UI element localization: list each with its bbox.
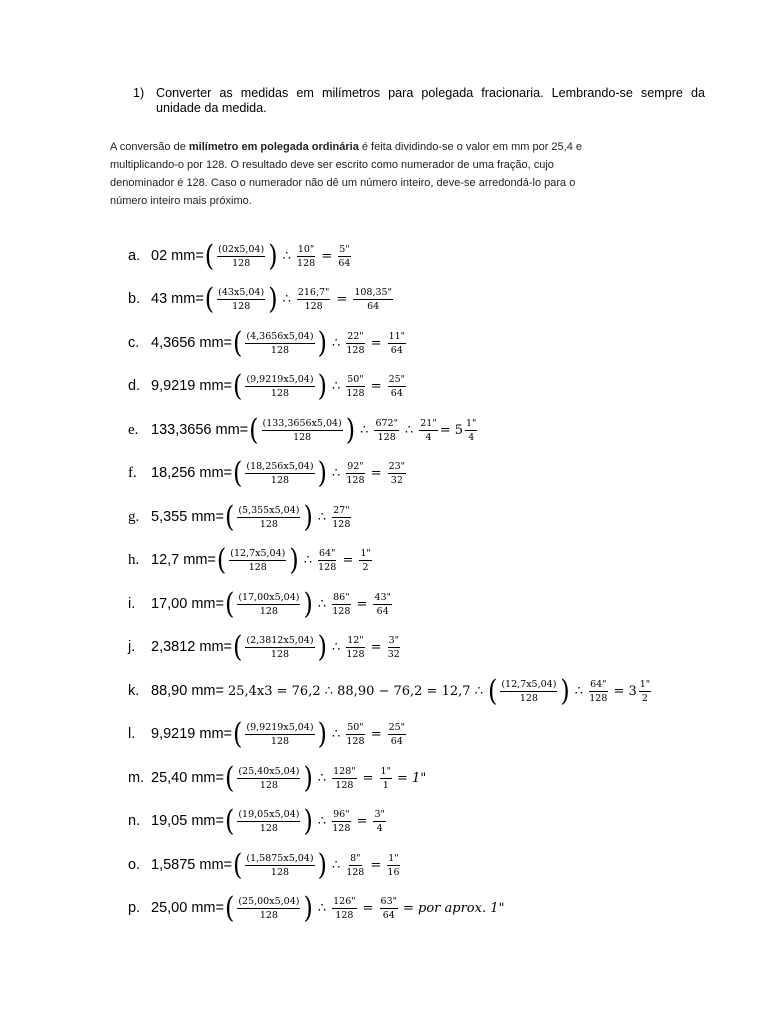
fraction-128-numerator: 64": [590, 678, 607, 690]
fraction-128: [332, 766, 357, 791]
close-paren: ): [303, 500, 313, 534]
therefore-symbol: ∴: [317, 813, 327, 829]
product-fraction-numerator: (25,40x5,04): [238, 765, 300, 777]
item-value: 17,00 mm=: [151, 596, 224, 612]
exercise-item: [128, 888, 504, 928]
therefore-symbol: ∴: [331, 465, 341, 481]
simplified-fraction-numerator: 25": [388, 721, 406, 733]
simplified-fraction: [380, 766, 392, 791]
equals-sign: =: [356, 813, 368, 829]
equals-sign: =: [342, 552, 354, 568]
fraction-128-numerator: 10": [297, 243, 315, 255]
close-paren: ): [317, 369, 327, 403]
fraction-128-numerator: 86": [333, 591, 350, 603]
product-fraction: [262, 418, 343, 443]
result-tail: = por aprox. 1": [403, 900, 505, 916]
product-fraction-numerator: (9,9219x5,04): [246, 373, 314, 385]
fraction-128-numerator: 27": [333, 504, 350, 516]
fraction-128-denominator: 128: [335, 779, 354, 791]
open-paren: (: [233, 369, 243, 403]
fraction-128: [346, 331, 364, 356]
simplified-fraction-numerator: 108,35": [354, 286, 392, 298]
exercise-item: [128, 714, 408, 754]
equals-sign: =: [362, 900, 374, 916]
item-value: 9,9219 mm=: [151, 726, 233, 742]
simplified-fraction-denominator: 64: [390, 387, 403, 399]
equals-sign: =: [370, 726, 382, 742]
close-paren: ): [317, 456, 327, 490]
simplified-fraction-numerator: 3": [374, 808, 385, 820]
item-label: b.: [128, 291, 141, 307]
fraction-128: [346, 635, 364, 660]
fraction-128-denominator: 128: [589, 692, 608, 704]
therefore-symbol: ∴: [331, 639, 341, 655]
item-label: c.: [128, 335, 140, 351]
therefore-symbol: ∴: [317, 900, 327, 916]
item-formula: [224, 761, 427, 795]
exercise-item: [128, 671, 653, 711]
simplified-fraction-numerator: 1": [380, 765, 391, 777]
product-fraction: [245, 331, 314, 356]
exercise-item: [128, 758, 426, 798]
exercise-item: [128, 627, 402, 667]
product-fraction: [217, 244, 265, 269]
product-fraction: [245, 635, 314, 660]
open-paren: (: [233, 456, 243, 490]
item-formula: [216, 543, 374, 577]
product-fraction-numerator: (17,00x5,04): [238, 591, 300, 603]
therefore-symbol: ∴: [303, 552, 312, 568]
equals-sign: =: [370, 857, 382, 873]
product-fraction-denominator: 128: [270, 344, 290, 356]
close-paren: ): [317, 326, 327, 360]
product-fraction-denominator: 128: [259, 909, 278, 921]
fraction-128-numerator: 96": [333, 808, 350, 820]
item-label: e.: [128, 421, 139, 438]
open-paren: (: [224, 761, 235, 795]
simplified-fraction-denominator: 64: [382, 909, 395, 921]
item-label: p.: [128, 900, 141, 916]
simplified-fraction-numerator: 23": [388, 460, 406, 472]
item-label: h.: [128, 551, 140, 568]
product-fraction: [245, 722, 314, 747]
item-value: 1,5875 mm=: [151, 857, 233, 873]
product-fraction: [237, 896, 300, 921]
fraction-128-denominator: 128: [346, 866, 365, 878]
therefore-symbol: ∴: [331, 726, 341, 742]
item-formula: [232, 326, 408, 360]
item-formula: [232, 456, 408, 490]
item-label: d.: [128, 378, 141, 394]
item-formula: [224, 674, 653, 708]
result-tail: = 1": [396, 770, 427, 786]
fraction-128: [318, 548, 336, 573]
simplified-fraction-numerator: 3": [388, 634, 400, 646]
fraction-128-numerator: 128": [333, 765, 356, 777]
item-formula: [224, 804, 388, 838]
product-fraction: [245, 853, 314, 878]
item-value: 133,3656 mm=: [151, 422, 249, 438]
item-value: 4,3656 mm=: [151, 335, 233, 351]
simplified-fraction: [388, 331, 406, 356]
close-paren: ): [303, 804, 313, 838]
note-text-2: é feita dividindo-se o valor em mm por 25,4 e multiplicando-o por 128. O resultado deve ser escrito como numerador de uma fração, cujo denominador é 128. Caso o numerador não dê um número inteiro, deve-se arredondá-lo para o número inteiro mais próximo.: [110, 141, 582, 207]
item-label: n.: [128, 813, 141, 829]
mixed-fraction-denominator: 4: [468, 431, 475, 443]
fraction-128-numerator: 50": [347, 373, 364, 385]
fraction-128: [332, 505, 350, 530]
simplified-fraction: [388, 461, 406, 486]
product-fraction: [245, 374, 314, 399]
exercise-item: [128, 410, 479, 450]
fraction-128: [346, 374, 364, 399]
product-fraction-denominator: 128: [259, 605, 278, 617]
open-paren: (: [204, 282, 215, 316]
equals-sign: =: [321, 248, 333, 264]
therefore-symbol: ∴: [317, 596, 327, 612]
item-label: l.: [128, 726, 136, 742]
fraction-128: [297, 287, 331, 312]
close-paren: ): [268, 282, 278, 316]
exercise-item: [128, 801, 388, 841]
simplified-fraction-numerator: 5": [339, 243, 350, 255]
simplified-fraction: [373, 592, 391, 617]
simplified-fraction: [353, 287, 393, 312]
product-fraction-denominator: 128: [248, 561, 267, 573]
product-fraction: [237, 766, 300, 791]
product-fraction: [237, 505, 300, 530]
simplified-fraction-denominator: 32: [390, 474, 403, 486]
fraction-128-denominator: 128: [346, 474, 365, 486]
simplified-fraction-numerator: 25": [388, 373, 406, 385]
equals-sign: =: [370, 465, 382, 481]
mixed-whole: 3: [628, 683, 637, 699]
fraction-128-numerator: 64": [318, 547, 336, 559]
item-value: 88,90 mm=: [151, 683, 224, 699]
fraction-128-denominator: 128: [318, 561, 337, 573]
fraction-128-denominator: 128: [335, 909, 354, 921]
fraction-128: [346, 461, 364, 486]
product-fraction-numerator: (25,00x5,04): [238, 895, 300, 907]
item-formula: [232, 717, 408, 751]
product-fraction-denominator: 128: [270, 474, 290, 486]
fraction-128-numerator: 216,7": [297, 286, 330, 298]
therefore-symbol: ∴: [331, 857, 341, 873]
open-paren: (: [216, 543, 227, 577]
equals-sign: =: [370, 639, 382, 655]
close-paren: ): [303, 891, 313, 925]
fraction-128-numerator: 126": [333, 895, 356, 907]
item-formula: [204, 239, 353, 273]
simplified-fraction-denominator: 2: [362, 561, 369, 573]
open-paren: (: [233, 717, 243, 751]
exercise-item: [128, 584, 394, 624]
product-fraction: [237, 592, 300, 617]
simplified-fraction-numerator: 63": [380, 895, 397, 907]
product-fraction-numerator: (12,7x5,04): [230, 547, 286, 559]
product-fraction-denominator: 128: [270, 866, 290, 878]
simplified-fraction: [380, 896, 398, 921]
simplified-fraction-denominator: 4: [425, 431, 432, 443]
simplified-fraction-denominator: 64: [390, 735, 403, 747]
item-formula: [232, 848, 402, 882]
exercise-item: [128, 540, 374, 580]
fraction-128: [589, 679, 607, 704]
product-fraction: [217, 287, 265, 312]
fraction-128-denominator: 128: [304, 300, 323, 312]
simplified-fraction: [419, 418, 437, 443]
item-formula: [224, 500, 353, 534]
fraction-128-denominator: 128: [297, 257, 316, 269]
fraction-128-denominator: 128: [346, 648, 365, 660]
open-paren: (: [224, 891, 235, 925]
item-value: 9,9219 mm=: [151, 378, 233, 394]
product-fraction: [245, 461, 314, 486]
fraction-128-denominator: 128: [346, 344, 365, 356]
item-formula: [204, 282, 395, 316]
product-fraction-denominator: 128: [232, 300, 251, 312]
mixed-fraction: [465, 418, 477, 443]
simplified-fraction-denominator: 16: [387, 866, 400, 878]
note-bold: milímetro em polegada ordinária: [188, 141, 359, 153]
close-paren: ): [345, 413, 356, 447]
therefore-symbol: ∴: [331, 378, 341, 394]
simplified-fraction: [387, 853, 399, 878]
exercise-item: [128, 236, 353, 276]
therefore-symbol: ∴: [360, 422, 369, 438]
fraction-128: [346, 722, 364, 747]
simplified-fraction-denominator: 64: [338, 257, 351, 269]
open-paren: (: [487, 674, 498, 708]
product-fraction-numerator: (2,3812x5,04): [246, 634, 314, 646]
fraction-128-numerator: 672": [375, 417, 398, 429]
question-number: 1): [133, 86, 145, 100]
item-label: i.: [128, 596, 136, 612]
fraction-128-numerator: 92": [347, 460, 364, 472]
simplified-fraction-denominator: 64: [367, 300, 380, 312]
close-paren: ): [560, 674, 570, 708]
item-value: 19,05 mm=: [151, 813, 224, 829]
item-value: 18,256 mm=: [151, 465, 233, 481]
simplified-fraction: [388, 374, 406, 399]
mixed-number: [628, 679, 653, 704]
item-value: 12,7 mm=: [151, 552, 216, 568]
fraction-128-numerator: 12": [347, 634, 364, 646]
fraction-128-numerator: 8": [350, 852, 361, 864]
product-fraction-numerator: (9,9219x5,04): [246, 721, 314, 733]
simplified-fraction-numerator: 11": [388, 330, 406, 342]
item-formula: [232, 630, 402, 664]
therefore-symbol: ∴: [282, 291, 291, 307]
mixed-fraction-numerator: 1": [639, 678, 651, 690]
close-paren: ): [303, 587, 313, 621]
product-fraction-numerator: (12,7x5,04): [501, 678, 557, 690]
fraction-128-denominator: 128: [332, 822, 351, 834]
fraction-128-denominator: 128: [332, 518, 351, 530]
product-fraction-numerator: (4,3656x5,04): [246, 330, 314, 342]
fraction-128: [297, 244, 315, 269]
fraction-128-denominator: 128: [377, 431, 396, 443]
item-formula: [248, 413, 479, 447]
open-paren: (: [233, 630, 243, 664]
fraction-128-denominator: 128: [346, 387, 365, 399]
fraction-128: [346, 853, 364, 878]
exercise-item: [128, 845, 402, 885]
product-fraction-numerator: (02x5,04): [218, 243, 265, 255]
therefore-symbol: ∴: [282, 248, 291, 264]
equals-sign: =: [362, 770, 374, 786]
open-paren: (: [233, 326, 243, 360]
mixed-whole: = 5: [439, 422, 463, 438]
open-paren: (: [224, 587, 235, 621]
note-text-1: A conversão de: [110, 141, 189, 153]
close-paren: ): [317, 630, 327, 664]
therefore-symbol: ∴: [331, 335, 341, 351]
product-fraction-numerator: (1,5875x5,04): [246, 852, 314, 864]
simplified-fraction: [359, 548, 371, 573]
product-fraction-denominator: 128: [259, 518, 278, 530]
item-label: m.: [128, 770, 145, 786]
item-label: f.: [128, 464, 137, 481]
simplified-fraction-denominator: 32: [387, 648, 400, 660]
close-paren: ): [303, 761, 313, 795]
fraction-128-numerator: 50": [347, 721, 364, 733]
question-text: Converter as medidas em milímetros para polegada fracionaria. Lembrando-se sempre da unidade da medida.: [156, 86, 705, 115]
equals-sign: =: [356, 596, 368, 612]
item-formula: [224, 891, 505, 925]
product-fraction: [500, 679, 557, 704]
equals-sign: =: [336, 291, 348, 307]
exercise-item: [128, 497, 353, 537]
therefore-symbol: ∴: [317, 770, 327, 786]
product-fraction-numerator: (18,256x5,04): [246, 460, 314, 472]
item-value: 02 mm=: [151, 248, 204, 264]
exercise-item: [128, 279, 395, 319]
close-paren: ): [289, 543, 299, 577]
item-label: j.: [128, 639, 136, 655]
fraction-128: [332, 896, 357, 921]
simplified-fraction-numerator: 21": [420, 417, 437, 429]
simplified-fraction: [388, 635, 400, 660]
formula-prefix: 25,4x3 = 76,2 ∴ 88,90 − 76,2 = 12,7 ∴: [227, 683, 483, 699]
fraction-128: [332, 809, 350, 834]
simplified-fraction-denominator: 64: [390, 344, 403, 356]
simplified-fraction: [338, 244, 350, 269]
mixed-fraction-numerator: 1": [466, 417, 477, 429]
item-value: 25,00 mm=: [151, 900, 224, 916]
simplified-fraction-denominator: 4: [376, 822, 383, 834]
equals-sign: =: [370, 335, 382, 351]
open-paren: (: [249, 413, 259, 447]
product-fraction: [237, 809, 300, 834]
fraction-128: [374, 418, 399, 443]
simplified-fraction: [388, 722, 406, 747]
item-label: a.: [128, 248, 141, 264]
product-fraction-denominator: 128: [259, 822, 278, 834]
product-fraction-numerator: (43x5,04): [218, 286, 265, 298]
exercise-item: [128, 366, 408, 406]
equals-sign: =: [370, 378, 382, 394]
item-value: 2,3812 mm=: [151, 639, 233, 655]
exercise-item: [128, 453, 408, 493]
item-formula: [224, 587, 394, 621]
product-fraction-denominator: 128: [259, 779, 278, 791]
product-fraction: [229, 548, 286, 573]
item-value: 43 mm=: [151, 291, 204, 307]
equals-sign: ∴: [404, 422, 414, 438]
open-paren: (: [224, 500, 235, 534]
fraction-128: [332, 592, 350, 617]
simplified-fraction-denominator: 1: [382, 779, 389, 791]
fraction-128-denominator: 128: [332, 605, 351, 617]
simplified-fraction-numerator: 1": [388, 852, 399, 864]
product-fraction-denominator: 128: [270, 735, 290, 747]
product-fraction-denominator: 128: [519, 692, 538, 704]
item-value: 25,40 mm=: [151, 770, 224, 786]
close-paren: ): [317, 717, 327, 751]
item-formula: [232, 369, 408, 403]
product-fraction-denominator: 128: [232, 257, 251, 269]
simplified-fraction-numerator: 1": [360, 547, 371, 559]
simplified-fraction: [373, 809, 385, 834]
fraction-128-denominator: 128: [346, 735, 365, 747]
item-label: k.: [128, 683, 140, 699]
product-fraction-denominator: 128: [270, 648, 290, 660]
simplified-fraction-denominator: 64: [376, 605, 389, 617]
simplified-fraction-numerator: 43": [374, 591, 391, 603]
mixed-fraction-denominator: 2: [641, 692, 648, 704]
therefore-symbol: ∴: [574, 683, 584, 699]
product-fraction-denominator: 128: [270, 387, 290, 399]
fraction-128-numerator: 22": [347, 330, 364, 342]
open-paren: (: [204, 239, 215, 273]
item-value: 5,355 mm=: [151, 509, 224, 525]
equals-sign: =: [613, 683, 625, 699]
open-paren: (: [233, 848, 243, 882]
therefore-symbol: ∴: [317, 509, 327, 525]
mixed-fraction: [639, 679, 651, 704]
close-paren: ): [317, 848, 327, 882]
exercise-item: [128, 323, 408, 363]
item-label: g.: [128, 508, 140, 525]
product-fraction-numerator: (133,3656x5,04): [262, 417, 342, 429]
item-label: o.: [128, 857, 141, 873]
mixed-number: [440, 418, 480, 443]
product-fraction-denominator: 128: [293, 431, 312, 443]
product-fraction-numerator: (5,355x5,04): [238, 504, 300, 516]
product-fraction-numerator: (19,05x5,04): [238, 808, 300, 820]
close-paren: ): [268, 239, 278, 273]
open-paren: (: [224, 804, 235, 838]
